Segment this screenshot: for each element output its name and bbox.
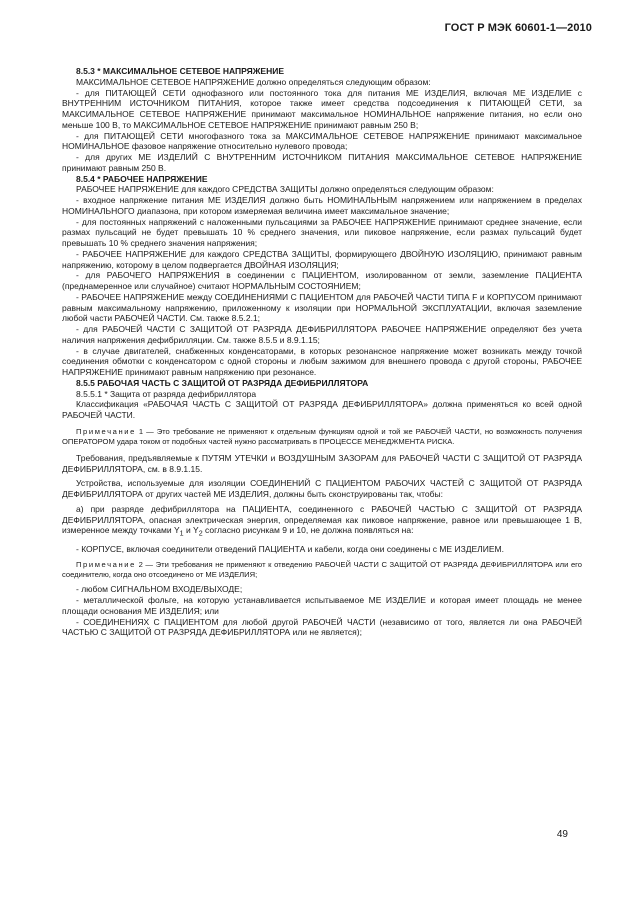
- note-label: Примечание: [76, 560, 136, 570]
- subsection-8-5-5-1-title: 8.5.5.1 * Защита от разряда дефибриллятора: [76, 388, 257, 399]
- paragraph: - для РАБОЧЕЙ ЧАСТИ С ЗАЩИТОЙ ОТ РАЗРЯДА ДЕФИБРИЛЛЯТОРА РАБОЧЕЕ НАПРЯЖЕНИЕ определяют без учета наличия напряжения дефибрилляции. См. также 8.5.5 и 8.9.1.15;: [62, 324, 582, 345]
- paragraph: - РАБОЧЕЕ НАПРЯЖЕНИЕ между СОЕДИНЕНИЯМИ С ПАЦИЕНТОМ для РАБОЧЕЙ ЧАСТИ ТИПА F и КОРПУСОМ принимают равным максимальному напряжению, приложенному к изоляции при НОРМАЛЬНОЙ ЭКСПЛУАТАЦИИ, включая заземление любой части РАБОЧЕЙ ЧАСТИ. См. также 8.5.2.1;: [62, 291, 582, 324]
- paragraph: - для ПИТАЮЩЕЙ СЕТИ однофазного или постоянного тока для питания МЕ ИЗДЕЛИЯ, включая МЕ ИЗДЕЛИЕ с ВНУТРЕННИМ ИСТОЧНИКОМ ПИТАНИЯ, которое также имеет средства подсоединения к ПИТАЮЩЕЙ СЕТИ, за МАКСИМАЛЬНОЕ СЕТЕВОЕ НАПРЯЖЕНИЕ принимают максимальное НОМИНАЛЬНОЕ напряжение питания, но если оно меньше 100 В, то МАКСИМАЛЬНОЕ СЕТЕВОЕ НАПРЯЖЕНИЕ принимают равным 250 В;: [62, 87, 582, 130]
- paragraph-item-a: [62, 504, 582, 540]
- paragraph: РАБОЧЕЕ НАПРЯЖЕНИЕ для каждого СРЕДСТВА ЗАЩИТЫ должно определяться следующим образом:: [76, 184, 494, 195]
- section-8-5-3-title: 8.5.3 * МАКСИМАЛЬНОЕ СЕТЕВОЕ НАПРЯЖЕНИЕ: [76, 66, 285, 76]
- section-8-5-4-title: 8.5.4 * РАБОЧЕЕ НАПРЯЖЕНИЕ: [76, 173, 208, 184]
- paragraph: - металлической фольге, на которую устанавливается испытываемое МЕ ИЗДЕЛИЕ и которая имеет площадь не менее площади основания МЕ ИЗДЕЛИЯ; или: [62, 595, 582, 616]
- paragraph: - для ПИТАЮЩЕЙ СЕТИ многофазного тока за МАКСИМАЛЬНОЕ СЕТЕВОЕ НАПРЯЖЕНИЕ принимают максимальное НОМИНАЛЬНОЕ фазовое напряжение относительно нулевого провода;: [62, 130, 582, 152]
- paragraph: - для РАБОЧЕГО НАПРЯЖЕНИЯ в соединении с ПАЦИЕНТОМ, изолированном от земли, заземление ПАЦИЕНТА (преднамеренное или случайное) считают НОРМАЛЬНЫМ СОСТОЯНИЕМ;: [62, 270, 582, 291]
- note-text: 1 — Это требование не применяют к отдельным функциям одной и той же РАБОЧЕЙ ЧАСТИ, но возможность получения ОПЕРАТОРОМ удара током от подобных частей нужно рассматривать в ПРОЦЕССЕ МЕНЕДЖМЕНТА РИСКА.: [62, 426, 582, 446]
- paragraph: МАКСИМАЛЬНОЕ СЕТЕВОЕ НАПРЯЖЕНИЕ должно определяться следующим образом:: [76, 76, 431, 87]
- paragraph: - СОЕДИНЕНИЯХ С ПАЦИЕНТОМ для любой другой РАБОЧЕЙ ЧАСТИ (независимо от того, является ли она РАБОЧЕЙ ЧАСТЬЮ С ЗАЩИТОЙ ОТ РАЗРЯДА ДЕФИБРИЛЛЯТОРА или не является);: [62, 616, 582, 638]
- note-1: [62, 427, 582, 447]
- text-run: согласно рисункам 9 и 10, не должна появляться на:: [202, 525, 414, 536]
- paragraph: Устройства, используемые для изоляции СОЕДИНЕНИЙ С ПАЦИЕНТОМ РАБОЧИХ ЧАСТЕЙ С ЗАЩИТОЙ ОТ РАЗРЯДА ДЕФИБРИЛЛЯТОРА от других частей МЕ ИЗДЕЛИЯ, должны быть сконструированы так, чтобы:: [62, 478, 582, 499]
- paragraph: Требования, предъявляемые к ПУТЯМ УТЕЧКИ и ВОЗДУШНЫМ ЗАЗОРАМ для РАБОЧЕЙ ЧАСТИ С ЗАЩИТОЙ ОТ РАЗРЯДА ДЕФИБРИЛЛЯТОРА, см. в 8.9.1.15.: [62, 452, 582, 474]
- note-text: 2 — Эти требования не применяют к отведению РАБОЧЕЙ ЧАСТИ С ЗАЩИТОЙ ОТ РАЗРЯДА ДЕФИБРИЛЛЯТОРА или его соединителю, когда оно отсоединено от МЕ ИЗДЕЛИЯ;: [62, 560, 582, 580]
- page-number: 49: [556, 829, 568, 840]
- paragraph: - в случае двигателей, снабженных конденсаторами, в которых резонансное напряжение может возникать между точкой соединения обмотки с конденсатором с одной стороны и любым зажимом для внешнего провода с другой стороны, РАБОЧЕЕ НАПРЯЖЕНИЕ принимают равным напряжению при резонансе.: [62, 345, 582, 377]
- paragraph: - входное напряжение питания МЕ ИЗДЕЛИЯ должно быть НОМИНАЛЬНЫМ напряжением или напряжением в пределах НОМИНАЛЬНОГО диапазона, при котором измеряемая величина имеет максимальное значение;: [62, 195, 582, 216]
- text-run: и Y: [183, 525, 199, 536]
- subscript: 2: [198, 529, 203, 538]
- text-run: а) при разряде дефибриллятора на ПАЦИЕНТА, соединенного с РАБОЧЕЙ ЧАСТЬЮ С ЗАЩИТОЙ ОТ РАЗРЯДА ДЕФИБРИЛЛЯТОРА, опасная электрическая энергия, определяемая как пиковое напряжение, равное или превышающее 1 В, измеренное между точками Y: [62, 503, 582, 536]
- paragraph: - РАБОЧЕЕ НАПРЯЖЕНИЕ для каждого СРЕДСТВА ЗАЩИТЫ, формирующего ДВОЙНУЮ ИЗОЛЯЦИЮ, принимают равным напряжению, которому в целом подвергается ДВОЙНАЯ ИЗОЛЯЦИЯ;: [62, 248, 582, 270]
- document-body: [62, 66, 582, 638]
- paragraph: - любом СИГНАЛЬНОМ ВХОДЕ/ВЫХОДЕ;: [76, 584, 243, 595]
- paragraph: - КОРПУСЕ, включая соединители отведений ПАЦИЕНТА и кабели, когда они соединены с МЕ ИЗДЕЛИЕМ.: [76, 543, 504, 554]
- paragraph: Классификация «РАБОЧАЯ ЧАСТЬ С ЗАЩИТОЙ ОТ РАЗРЯДА ДЕФИБРИЛЛЯТОРА» должна применяться ко всей одной РАБОЧЕЙ ЧАСТИ.: [62, 399, 582, 420]
- section-8-5-5-title: 8.5.5 РАБОЧАЯ ЧАСТЬ С ЗАЩИТОЙ ОТ РАЗРЯДА ДЕФИБРИЛЛЯТОРА: [76, 377, 369, 388]
- document-header: ГОСТ Р МЭК 60601-1—2010: [444, 22, 592, 34]
- subscript: 1: [179, 529, 184, 538]
- paragraph: - для постоянных напряжений с наложенными пульсациями за РАБОЧЕЕ НАПРЯЖЕНИЕ принимают среднее значение, если размах пульсаций не будет превышать 10 % среднего значения, или пиковое напряжение, если размах пульсаций будет превышать 10 % среднего значения напряжения;: [62, 216, 582, 248]
- paragraph: - для других МЕ ИЗДЕЛИЙ С ВНУТРЕННИМ ИСТОЧНИКОМ ПИТАНИЯ МАКСИМАЛЬНОЕ СЕТЕВОЕ НАПРЯЖЕНИЕ принимают равным 250 В.: [62, 152, 582, 173]
- note-label: Примечание: [76, 426, 136, 436]
- note-2: [62, 560, 582, 580]
